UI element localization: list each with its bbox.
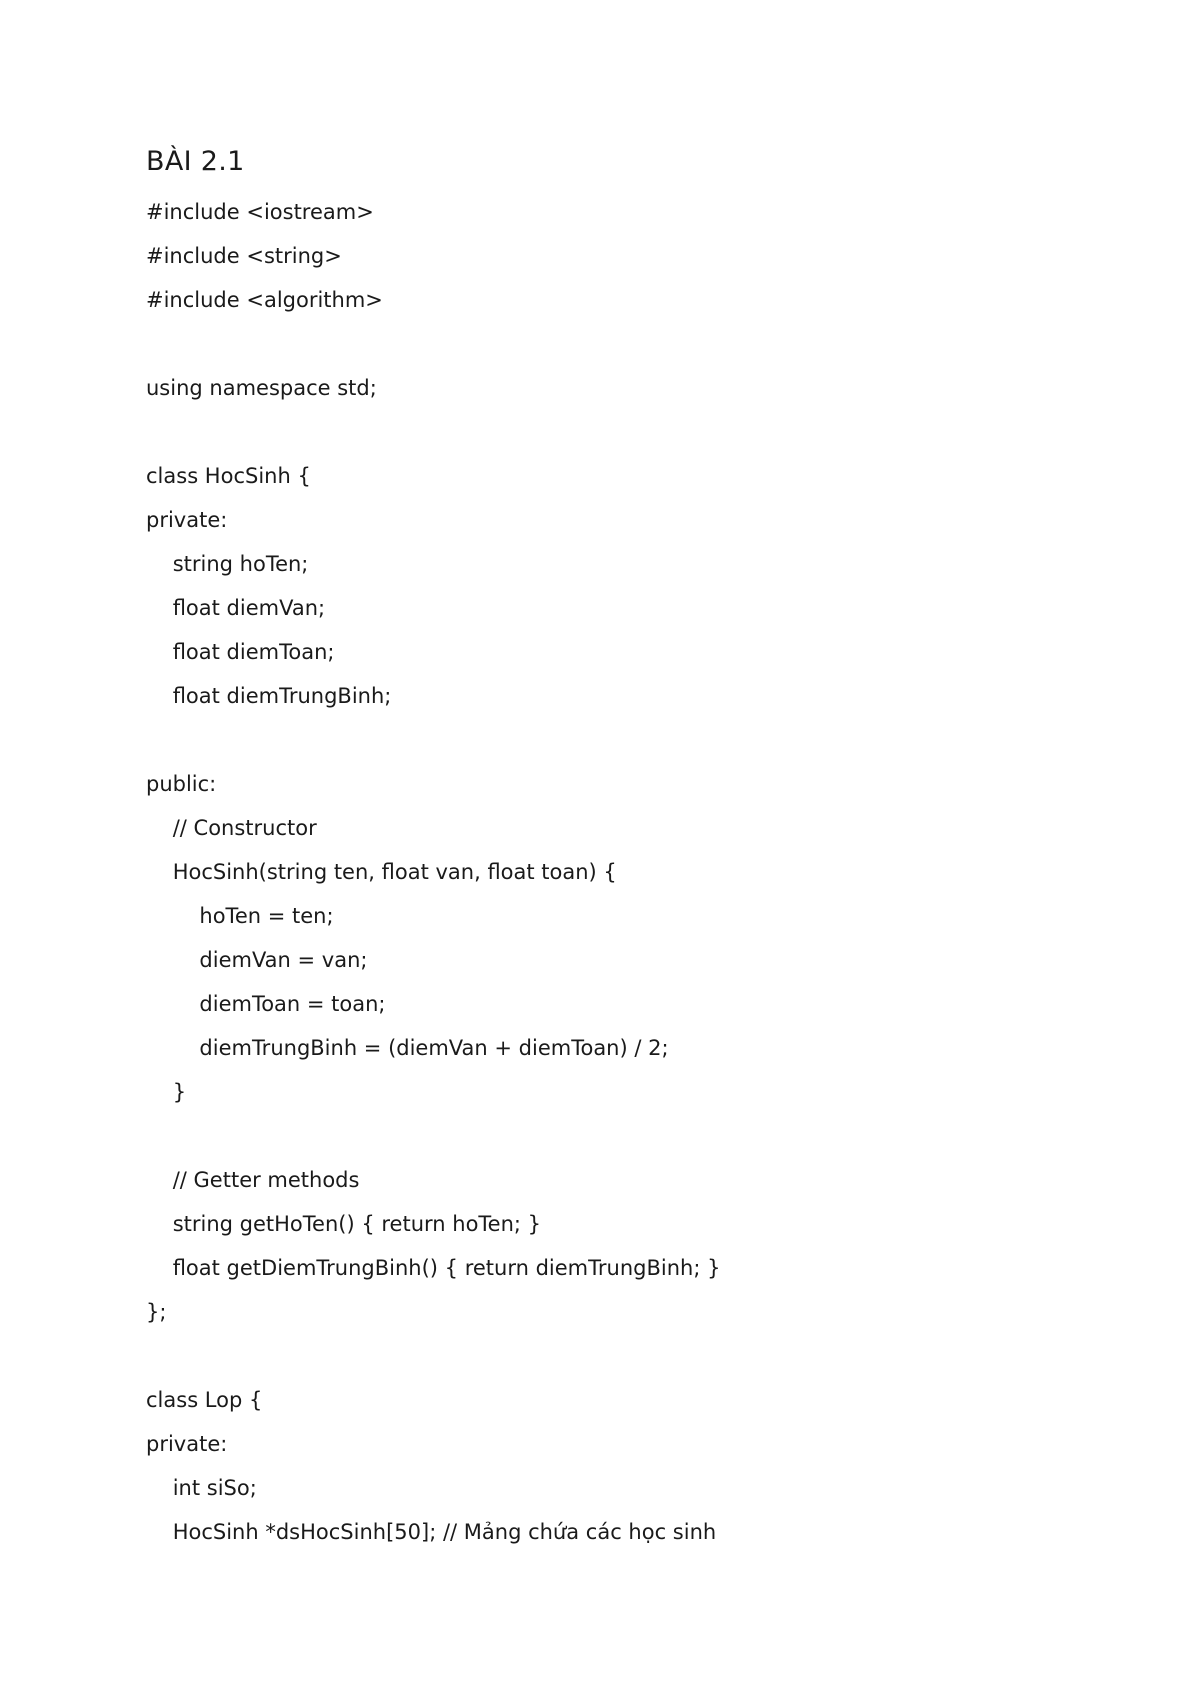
code-line: #include <string>	[146, 244, 342, 268]
code-line: public:	[146, 772, 217, 796]
code-line: }	[146, 1080, 187, 1104]
code-line: float diemTrungBinh;	[146, 684, 392, 708]
document-title: BÀI 2.1	[146, 146, 245, 177]
code-line: diemTrungBinh = (diemVan + diemToan) / 2;	[146, 1036, 669, 1060]
code-line: float diemToan;	[146, 640, 335, 664]
code-line: #include <algorithm>	[146, 288, 383, 312]
blank-line	[146, 1334, 1146, 1378]
blank-line	[146, 1114, 1146, 1158]
code-line: private:	[146, 1432, 228, 1456]
code-line: diemToan = toan;	[146, 992, 386, 1016]
code-line: float getDiemTrungBinh() { return diemTrungBinh; }	[146, 1256, 721, 1280]
code-line: HocSinh *dsHocSinh[50]; // Mảng chứa các học sinh	[146, 1520, 717, 1544]
code-line: // Getter methods	[146, 1168, 360, 1192]
code-line: HocSinh(string ten, float van, float toan) {	[146, 860, 617, 884]
code-line: float diemVan;	[146, 596, 326, 620]
code-line: string hoTen;	[146, 552, 309, 576]
code-line: hoTen = ten;	[146, 904, 334, 928]
code-line: diemVan = van;	[146, 948, 368, 972]
code-line: #include <iostream>	[146, 200, 374, 224]
code-line: private:	[146, 508, 228, 532]
code-line: // Constructor	[146, 816, 317, 840]
blank-line	[146, 410, 1146, 454]
code-line: class HocSinh {	[146, 464, 311, 488]
code-line: using namespace std;	[146, 376, 377, 400]
blank-line	[146, 718, 1146, 762]
code-line: };	[146, 1300, 167, 1324]
blank-line	[146, 322, 1146, 366]
code-line: int siSo;	[146, 1476, 257, 1500]
code-line: class Lop {	[146, 1388, 263, 1412]
code-listing	[146, 190, 1146, 1554]
code-line: string getHoTen() { return hoTen; }	[146, 1212, 542, 1236]
